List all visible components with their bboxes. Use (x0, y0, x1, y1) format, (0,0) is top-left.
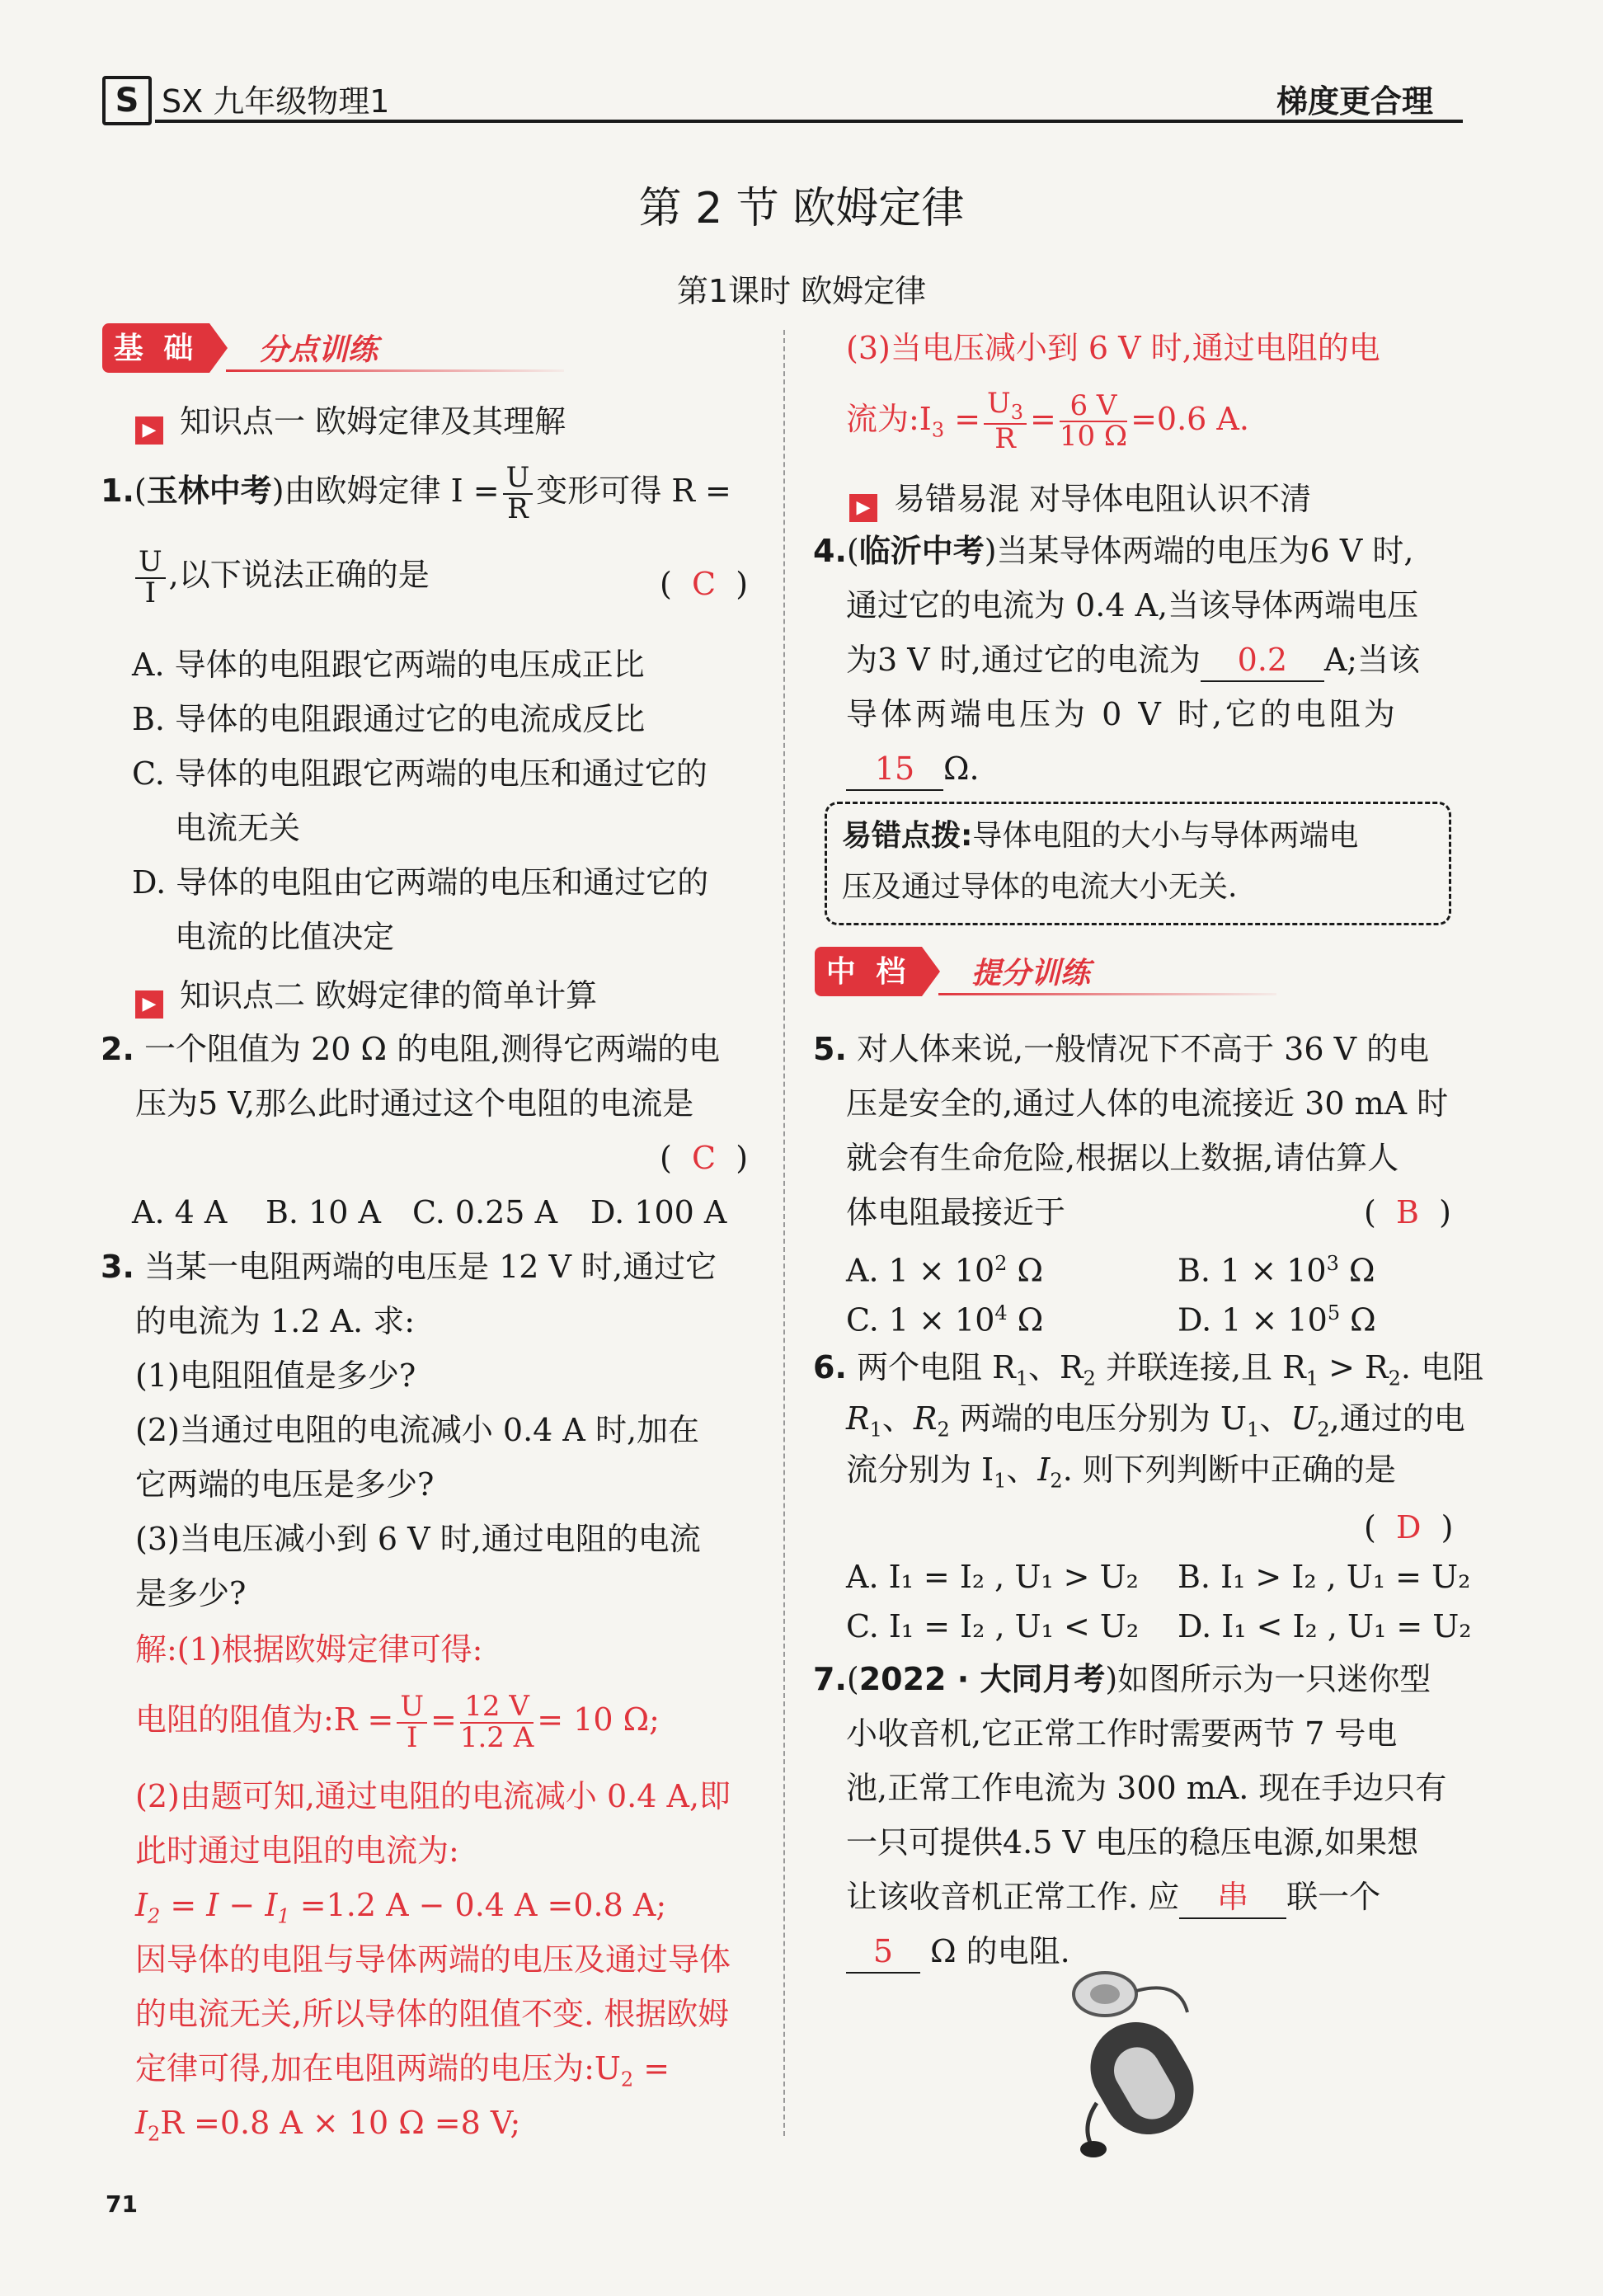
lesson-title: 第1课时 欧姆定律 (676, 273, 927, 309)
question-7-line-2: 小收音机,它正常工作时需要两节 7 号电 (846, 1715, 1398, 1752)
banner-mid (815, 947, 1276, 996)
fraction-top: U (503, 463, 534, 495)
solution-text: = 10 Ω; (537, 1701, 660, 1738)
fraction-bottom: I (144, 576, 157, 609)
question-5-option-d (1178, 1287, 1376, 1347)
question-2-option-d: D. 100 A (590, 1194, 727, 1230)
question-7-text: )如图所示为一只迷你型 (1105, 1661, 1431, 1697)
question-5-line-4: 体电阻最接近于 (846, 1194, 1066, 1230)
fraction-bottom: I (406, 1720, 418, 1754)
question-5-answer: ( B ) (1364, 1194, 1451, 1230)
question-6-text: 两端的电压分别为 U (959, 1400, 1248, 1437)
question-1-option-b: B. 导体的电阻跟通过它的电流成反比 (132, 701, 646, 737)
unit: Ω (1007, 1252, 1044, 1289)
unit: Ω (1338, 1252, 1375, 1289)
solution-text: 电阻的阻值为:R = (135, 1701, 394, 1738)
fraction-u-over-r (503, 463, 534, 524)
question-7-line-1: 7.(2022 · 大同月考)如图所示为一只迷你型 (813, 1661, 1431, 1697)
unit: Ω (1007, 1301, 1044, 1339)
question-6-option-c: C. I₁ = I₂ , U₁ < U₂ (846, 1608, 1140, 1644)
question-6-text: 流分别为 I (846, 1451, 994, 1488)
question-1-number: 1. (101, 473, 134, 510)
solution-text: 流为:I (846, 400, 932, 437)
question-2-option-b: B. 10 A (266, 1194, 381, 1230)
solution-line-3: (2)由题可知,通过电阻的电流减小 0.4 A,即 (135, 1778, 731, 1814)
solution-line-10: (3)当电压减小到 6 V 时,通过电阻的电 (846, 330, 1380, 366)
fraction-bottom: 1.2 A (459, 1720, 534, 1754)
question-7-line-6 (846, 1925, 1070, 1978)
exponent: 5 (1327, 1301, 1341, 1324)
question-7-line-3: 池,正常工作电流为 300 mA. 现在手边只有 (846, 1770, 1447, 1806)
answer-blank-1[interactable]: 0.2 (1201, 639, 1324, 682)
fraction-top: $U_3$ (984, 389, 1027, 425)
error-prone-point-label: 易错易混 对导体电阻认识不清 (894, 481, 1312, 517)
solution-text: = I − I (170, 1887, 278, 1923)
solution-text: = (944, 400, 981, 437)
question-6-text: ,通过的电 (1329, 1400, 1465, 1437)
question-4-text: A;当该 (1323, 642, 1421, 678)
banner-basic (102, 323, 564, 373)
solution-line-5: $I_2 = I - I_1 =1.2$ A − 0.4 A =0.8 A; (135, 1887, 667, 1928)
question-6-line-2: $R_1$、$R_2$ 两端的电压分别为 $U_1$、$U_2$,通过的电 (846, 1400, 1465, 1442)
fraction-top: U (397, 1692, 427, 1724)
question-6-option-a: A. I₁ = I₂ , U₁ > U₂ (846, 1559, 1139, 1595)
answer-letter: D (1395, 1509, 1422, 1546)
question-6-answer: ( D ) (1364, 1509, 1454, 1546)
book-title: SX 九年级物理1 (162, 83, 390, 120)
question-3-line-7: 是多少? (135, 1575, 247, 1611)
question-2-option-c: C. 0.25 A (412, 1194, 558, 1230)
question-7-number: 7. (813, 1661, 847, 1697)
solution-text: R =0.8 A × 10 Ω =8 V; (160, 2105, 521, 2141)
question-7-source: 2022 · 大同月考 (858, 1661, 1106, 1697)
solution-line-4: 此时通过电阻的电流为: (135, 1833, 459, 1869)
knowledge-point-1 (135, 396, 566, 445)
banner-mid-underline (938, 993, 1276, 995)
question-2-text-1: 一个阻值为 20 Ω 的电阻,测得它两端的电 (143, 1031, 721, 1067)
question-1-option-d: D. 导体的电阻由它两端的电压和通过它的 (132, 864, 709, 901)
solution-line-7: 的电流无关,所以导体的阻值不变. 根据欧姆 (135, 1996, 730, 2032)
exponent: 4 (994, 1301, 1008, 1324)
fraction-top: U (135, 548, 166, 579)
answer-letter: B (1395, 1194, 1419, 1230)
tip-label: 易错点拨: (842, 819, 973, 853)
unit: Ω (1340, 1301, 1376, 1339)
question-1-option-a: A. 导体的电阻跟它两端的电压成正比 (132, 647, 645, 683)
question-4-line-2: 通过它的电流为 0.4 A,当该导体两端电压 (846, 587, 1419, 623)
question-2-answer: ( C ) (660, 1140, 749, 1176)
tip-text: 导体电阻的大小与导体两端电 (972, 819, 1359, 853)
question-7-line-4: 一只可提供4.5 V 电压的稳压电源,如果想 (846, 1824, 1419, 1861)
question-5-line-1 (813, 1023, 1429, 1075)
knowledge-point-1-label: 知识点一 欧姆定律及其理解 (180, 403, 566, 440)
mini-radio-figure (1064, 1963, 1262, 2161)
question-7-text: 让该收音机正常工作. 应 (846, 1879, 1180, 1915)
question-6-number: 6. (813, 1349, 847, 1386)
question-4-source: 临沂中考 (858, 533, 985, 569)
solution-line-6: 因导体的电阻与导体两端的电压及通过导体 (135, 1941, 731, 1978)
error-prone-point (849, 473, 1311, 522)
question-1-option-c: C. 导体的电阻跟它两端的电压和通过它的 (132, 755, 707, 792)
solution-text: = (633, 2050, 670, 2087)
question-5-number: 5. (813, 1031, 847, 1067)
fraction-bottom: 10 Ω (1059, 420, 1128, 454)
question-1-text-b: 变形可得 R = (536, 473, 731, 510)
page-number: 71 (106, 2190, 138, 2218)
fraction-bottom: R (994, 421, 1016, 455)
question-4-line-5 (846, 742, 980, 795)
answer-letter: C (691, 1140, 717, 1176)
solution-line-11: 流为$:I_3$ = $\frac{U_3}{R}$ = $\frac{6 V}{10 \Omega}$ =0.6 A. (846, 387, 1249, 455)
question-5-line-3: 就会有生命危险,根据以上数据,请估算人 (846, 1140, 1399, 1176)
option-text: B. 1 × 10 (1178, 1252, 1327, 1289)
question-1-answer: ( C ) (660, 566, 749, 602)
question-3-line-1 (101, 1240, 717, 1293)
solution-line-2: 电阻的阻值为:R = $\frac{U}{I}$ = $\frac{12 V}{1.2 A}$ = 10 Ω; (135, 1690, 660, 1754)
option-text: D. 1 × 10 (1178, 1301, 1328, 1339)
exponent: 3 (1326, 1252, 1339, 1275)
banner-basic-text: 分点训练 (259, 333, 378, 367)
tip-line-1 (842, 811, 1434, 862)
question-6-option-d: D. I₁ < I₂ , U₁ = U₂ (1178, 1608, 1472, 1644)
question-3-line-2: 的电流为 1.2 A. 求: (135, 1303, 415, 1339)
fraction-u-over-i (397, 1692, 427, 1753)
answer-blank-3[interactable]: 串 (1179, 1876, 1286, 1919)
question-3-line-6: (3)当电压减小到 6 V 时,通过电阻的电流 (135, 1521, 701, 1557)
answer-blank-4[interactable]: 5 (846, 1931, 920, 1974)
question-1-text-a: )由欧姆定律 I = (271, 473, 500, 510)
question-4-line-1: 4.(临沂中考)当某导体两端的电压为6 V 时, (813, 533, 1414, 569)
question-6-option-b: B. I₁ > I₂ , U₁ = U₂ (1178, 1559, 1471, 1595)
question-7-text: Ω 的电阻. (920, 1933, 1070, 1969)
tagline: 梯度更合理 (1276, 83, 1434, 120)
question-2-line-2: 压为5 V,那么此时通过这个电阻的电流是 (135, 1085, 694, 1122)
section-title: 第 2 节 欧姆定律 (638, 184, 965, 233)
question-3-line-4: (2)当通过电阻的电流减小 0.4 A 时,加在 (135, 1412, 700, 1448)
question-2-line-1 (101, 1023, 720, 1075)
question-4-text: 为3 V 时,通过它的电流为 (846, 642, 1201, 678)
knowledge-point-2-label: 知识点二 欧姆定律的简单计算 (180, 977, 598, 1014)
banner-mid-text: 提分训练 (971, 957, 1091, 990)
question-4-text: Ω. (943, 750, 980, 787)
question-4-line-3 (846, 633, 1420, 686)
question-6-text: 两个电阻 R (856, 1349, 1016, 1386)
question-7-line-5 (846, 1870, 1380, 1923)
fraction-bottom: R (507, 492, 529, 525)
solution-line-1: 解:(1)根据欧姆定律可得: (135, 1631, 483, 1668)
question-5-option-c (846, 1287, 1043, 1347)
solution-line-9: $I_2R =0.8$ A × 10 Ω =8 V; (135, 2105, 521, 2146)
tip-box (825, 802, 1451, 925)
question-6-text: 并联连接,且 R (1095, 1349, 1306, 1386)
publisher-logo: S (102, 76, 152, 125)
fraction-u3-over-r (984, 389, 1027, 454)
solution-text: 定律可得,加在电阻两端的电压为:U (135, 2050, 621, 2087)
play-icon: ▶ (135, 416, 163, 445)
banner-basic-underline (226, 369, 564, 372)
question-5-text: 对人体来说,一般情况下不高于 36 V 的电 (856, 1031, 1430, 1067)
question-3-text-1: 当某一电阻两端的电压是 12 V 时,通过它 (143, 1249, 717, 1285)
question-2-option-a: A. 4 A (132, 1194, 228, 1230)
fraction-top: 12 V (460, 1692, 534, 1724)
question-4-text: )当某导体两端的电压为6 V 时, (984, 533, 1414, 569)
banner-mid-tag: 中 档 (815, 947, 922, 996)
question-7-text: 联一个 (1286, 1879, 1381, 1915)
question-6-text: . 则下列判断中正确的是 (1062, 1451, 1396, 1488)
fraction-12v-over-1p2a (460, 1692, 534, 1753)
question-2-number: 2. (101, 1031, 134, 1067)
question-5-line-2: 压是安全的,通过人体的电流接近 30 mA 时 (846, 1085, 1449, 1122)
answer-letter: C (691, 566, 717, 602)
header-rule (155, 120, 1463, 123)
exponent: 2 (994, 1252, 1008, 1275)
banner-basic-tag: 基 础 (102, 323, 209, 373)
question-6-line-1: 6. 两个电阻 $R_1$、$R_2$ 并联连接,且 $R_1 > R_2$. 电阻 (813, 1349, 1484, 1390)
question-3-line-3: (1)电阻阻值是多少? (135, 1357, 416, 1394)
question-6-text: 、R (1027, 1349, 1084, 1386)
fraction-top-text: U (987, 387, 1011, 420)
solution-text: =1.2 A − 0.4 A =0.8 A; (299, 1887, 667, 1923)
fraction-u-over-i (135, 545, 166, 609)
question-3-line-5: 它两端的电压是多少? (135, 1466, 435, 1503)
question-1-text-c: ,以下说法正确的是 (168, 557, 430, 594)
question-1-option-c-cont: 电流无关 (175, 810, 301, 846)
question-1-line-1: 1.(玉林中考)由欧姆定律 I = $\frac{U}{R}$ 变形可得 R = (101, 461, 731, 525)
question-6-text: > R (1319, 1349, 1389, 1386)
tip-line-2: 压及通过导体的电流大小无关. (842, 870, 1238, 904)
solution-text: =0.6 A. (1131, 400, 1249, 437)
play-icon: ▶ (849, 494, 877, 522)
play-icon: ▶ (135, 990, 163, 1019)
question-4-line-4: 导体两端电压为 0 V 时,它的电阻为 (846, 696, 1399, 732)
option-text: A. 1 × 10 (846, 1252, 995, 1289)
question-3-number: 3. (101, 1249, 134, 1285)
fraction-6v-over-10ohm (1059, 388, 1128, 454)
knowledge-point-2 (135, 970, 597, 1019)
option-text: C. 1 × 10 (846, 1301, 995, 1339)
column-divider (783, 330, 785, 2136)
fraction-top: 6 V (1060, 392, 1127, 423)
solution-line-8: 定律可得,加在电阻两端的电压为$:U_2$ = (135, 2050, 670, 2091)
question-6-line-3: 流分别为 $I_1$、$I_2$. 则下列判断中正确的是 (846, 1451, 1396, 1493)
question-6-text: . 电阻 (1400, 1349, 1484, 1386)
question-1-source: 玉林中考 (146, 473, 272, 510)
question-1-option-d-cont: 电流的比值决定 (175, 919, 395, 955)
question-1-line-2 (132, 545, 430, 609)
answer-blank-2[interactable]: 15 (846, 748, 943, 791)
question-4-number: 4. (813, 533, 847, 569)
